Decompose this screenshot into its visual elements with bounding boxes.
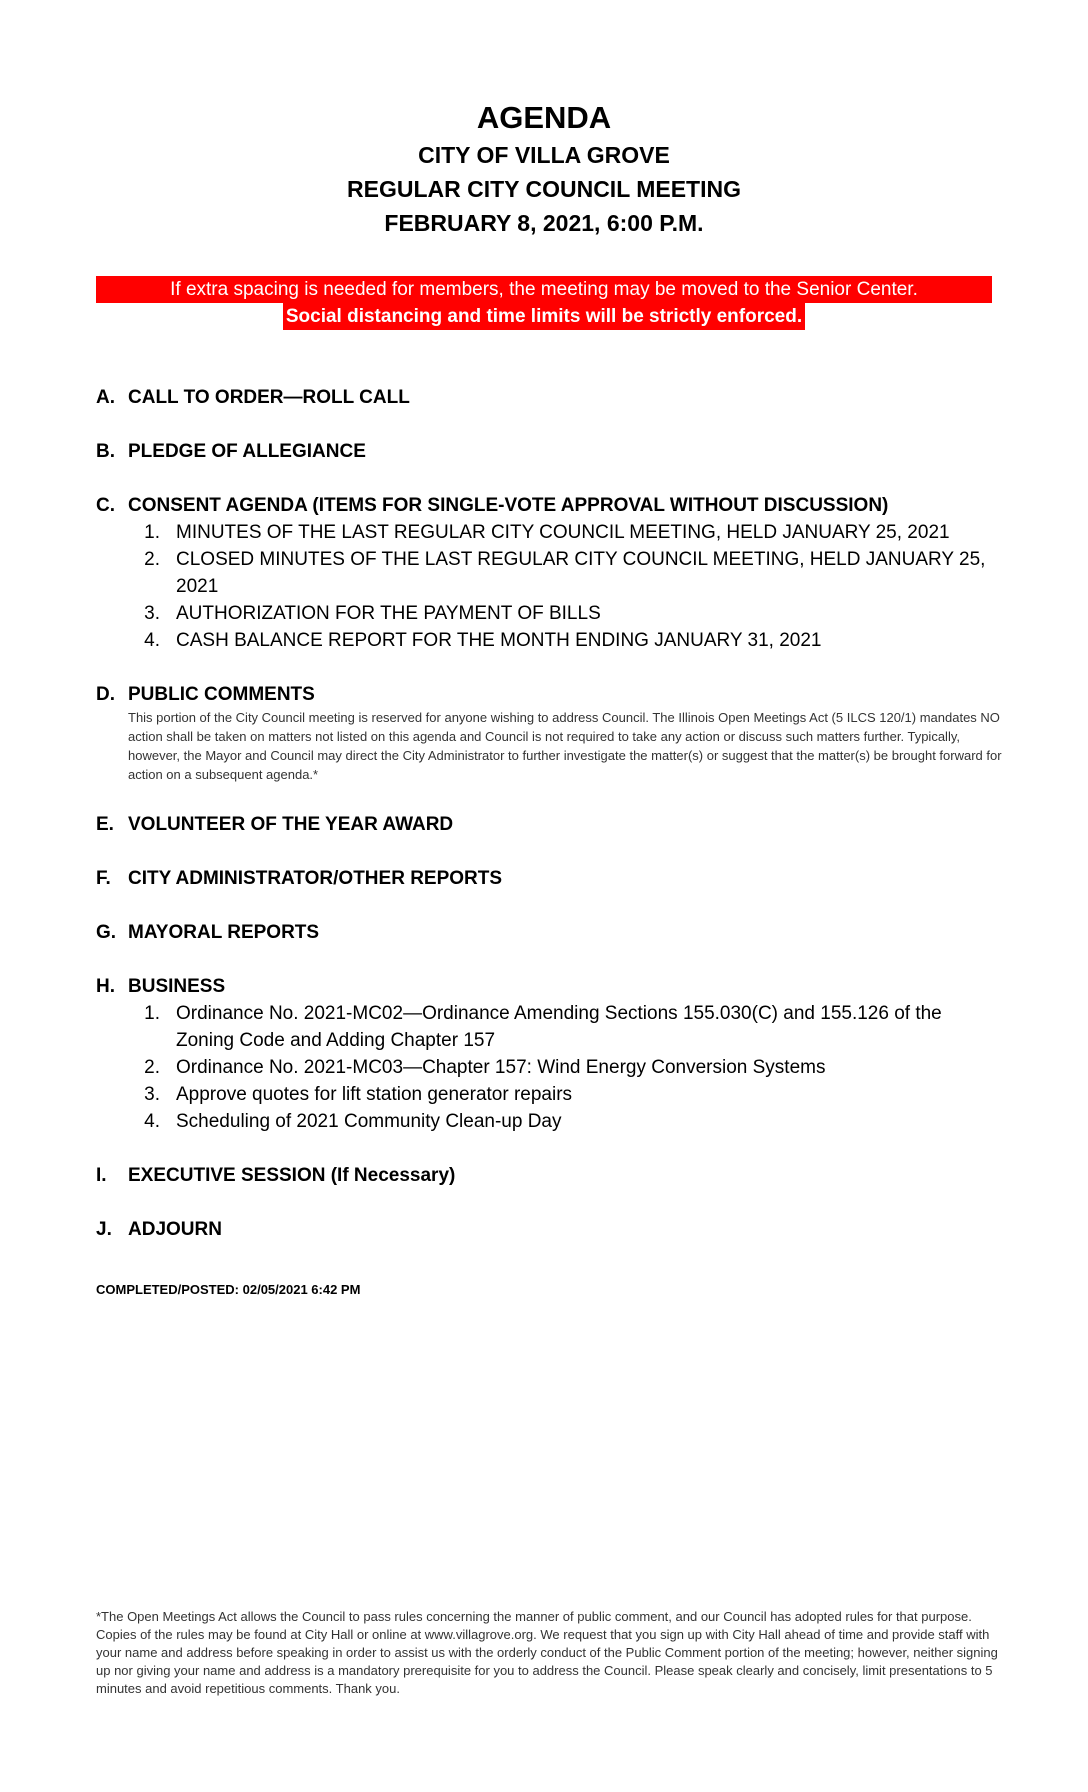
section-letter: B. <box>96 441 115 462</box>
item-number: 4. <box>144 1111 160 1132</box>
section-title: VOLUNTEER OF THE YEAR AWARD <box>128 814 454 835</box>
section-letter: I. <box>96 1165 107 1186</box>
posted-timestamp: COMPLETED/POSTED: 02/05/2021 6:42 PM <box>96 1282 361 1297</box>
agenda-header <box>0 98 1088 240</box>
list-item <box>128 1081 1002 1108</box>
section-letter: E. <box>96 814 114 835</box>
section-letter: H. <box>96 976 115 997</box>
item-number: 1. <box>144 1003 160 1024</box>
section-title: ADJOURN <box>128 1219 222 1240</box>
meeting-datetime: FEBRUARY 8, 2021, 6:00 P.M. <box>384 210 704 236</box>
list-item <box>128 1108 1002 1135</box>
section-mayoral-reports <box>96 919 1002 946</box>
item-text: Ordinance No. 2021-MC03—Chapter 157: Wind Energy Conversion Systems <box>176 1057 826 1078</box>
notice-line-2: Social distancing and time limits will be strictly enforced. <box>283 303 805 330</box>
list-item <box>128 627 1002 654</box>
list-item <box>128 600 1002 627</box>
item-text: MINUTES OF THE LAST REGULAR CITY COUNCIL MEETING, HELD JANUARY 25, 2021 <box>176 522 950 543</box>
agenda-body <box>96 384 1002 1270</box>
notice-line-1: If extra spacing is needed for members, the meeting may be moved to the Senior Center. <box>96 276 992 303</box>
section-consent-agenda <box>96 492 1002 654</box>
section-title: PUBLIC COMMENTS <box>128 684 315 705</box>
item-text: CASH BALANCE REPORT FOR THE MONTH ENDING JANUARY 31, 2021 <box>176 630 822 651</box>
section-letter: F. <box>96 868 111 889</box>
section-title: PLEDGE OF ALLEGIANCE <box>128 441 366 462</box>
section-executive-session <box>96 1162 1002 1189</box>
city-name: CITY OF VILLA GROVE <box>418 142 670 168</box>
public-comments-description: This portion of the City Council meeting is reserved for anyone wishing to address Council. The Illinois Open Meetings Act (5 ILCS 120/1) mandates NO action shall be taken on matters not listed on this agenda and Council is not required to take any action or discuss such matters further. Typically, however, the Mayor and Council may direct the City Administrator to further investigate the matter(s) or suggest that the matter(s) be brought forward for action on a subsequent agenda.* <box>128 710 1002 782</box>
item-text: Scheduling of 2021 Community Clean-up Day <box>176 1111 562 1132</box>
list-item <box>128 546 1002 600</box>
section-call-to-order <box>96 384 1002 411</box>
section-title: CALL TO ORDER—ROLL CALL <box>128 387 410 408</box>
section-pledge <box>96 438 1002 465</box>
item-text: Approve quotes for lift station generator repairs <box>176 1084 573 1105</box>
item-number: 3. <box>144 603 160 624</box>
item-text: CLOSED MINUTES OF THE LAST REGULAR CITY COUNCIL MEETING, HELD JANUARY 25, 2021 <box>176 549 986 597</box>
page-title: AGENDA <box>476 100 612 135</box>
section-title: CONSENT AGENDA (ITEMS FOR SINGLE-VOTE APPROVAL WITHOUT DISCUSSION) <box>128 495 889 516</box>
consent-items <box>96 519 1002 654</box>
section-business <box>96 973 1002 1135</box>
item-text: AUTHORIZATION FOR THE PAYMENT OF BILLS <box>176 603 601 624</box>
item-number: 1. <box>144 522 160 543</box>
section-title: EXECUTIVE SESSION (If Necessary) <box>128 1165 456 1186</box>
section-letter: G. <box>96 922 117 943</box>
section-letter: D. <box>96 684 115 705</box>
item-number: 2. <box>144 1057 160 1078</box>
section-letter: J. <box>96 1219 112 1240</box>
section-letter: C. <box>96 495 115 516</box>
section-volunteer-award <box>96 811 1002 838</box>
list-item <box>128 519 1002 546</box>
section-administrator-reports <box>96 865 1002 892</box>
spacing-notice <box>96 276 992 330</box>
item-number: 3. <box>144 1084 160 1105</box>
item-number: 2. <box>144 549 160 570</box>
section-title: MAYORAL REPORTS <box>128 922 320 943</box>
list-item <box>128 1054 1002 1081</box>
footnote: *The Open Meetings Act allows the Council to pass rules concerning the manner of public comment, and our Council has adopted rules for that purpose. Copies of the rules may be found at City Hall or online at www.villagrove.org. We request that you sign up with City Hall ahead of time and provide staff with your name and address before speaking in order to assist us with the orderly conduct of the Public Comment portion of the meeting; however, neither signing up nor giving your name and address is a mandatory prerequisite for you to address the Council. Please speak clearly and concisely, limit presentations to 5 minutes and avoid repetitious comments. Thank you. <box>96 1609 998 1696</box>
section-public-comments <box>96 681 1002 784</box>
section-letter: A. <box>96 387 115 408</box>
section-adjourn <box>96 1216 1002 1243</box>
meeting-type: REGULAR CITY COUNCIL MEETING <box>347 176 741 202</box>
item-number: 4. <box>144 630 160 651</box>
section-title: CITY ADMINISTRATOR/OTHER REPORTS <box>128 868 503 889</box>
business-items <box>96 1000 1002 1135</box>
section-title: BUSINESS <box>128 976 226 997</box>
item-text: Ordinance No. 2021-MC02—Ordinance Amending Sections 155.030(C) and 155.126 of the Zoning Code and Adding Chapter 157 <box>176 1003 942 1051</box>
list-item <box>128 1000 1002 1054</box>
